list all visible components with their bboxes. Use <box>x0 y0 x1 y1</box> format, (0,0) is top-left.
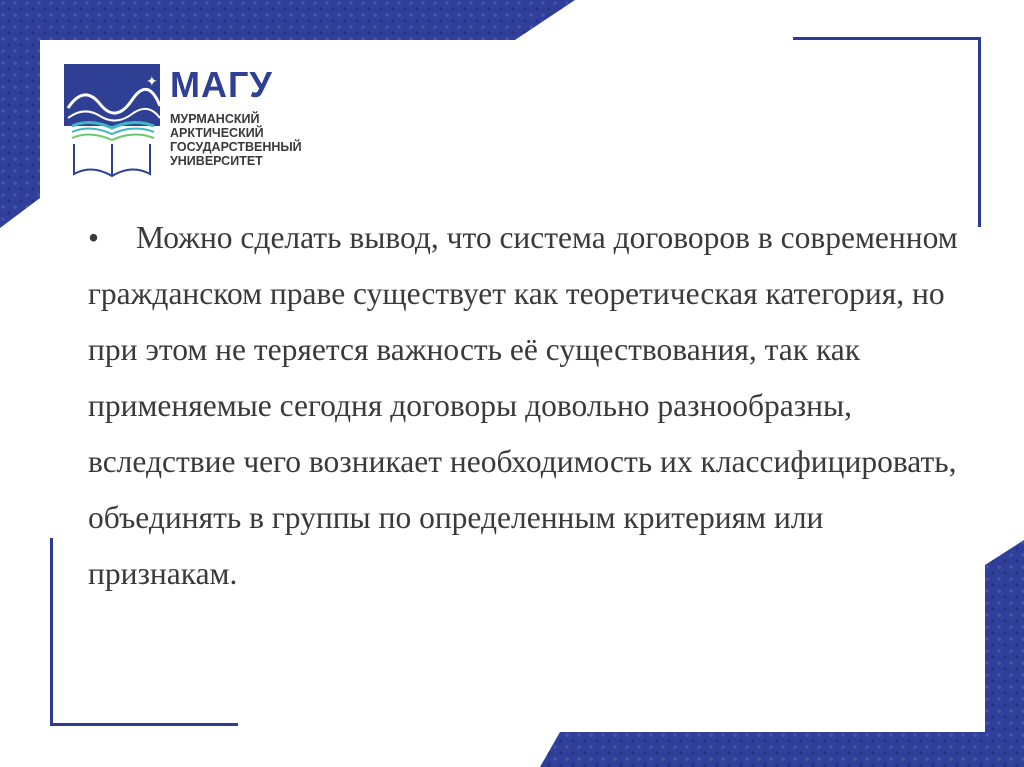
logo-emblem-icon <box>64 64 160 182</box>
frame-line-bottom <box>50 723 238 726</box>
svg-text:✦: ✦ <box>146 74 158 90</box>
frame-line-right <box>978 37 981 227</box>
frame-line-top <box>793 37 981 40</box>
slide-paragraph <box>88 210 968 602</box>
logo-line-2: АРКТИЧЕСКИЙ <box>170 126 264 140</box>
university-logo <box>64 64 314 184</box>
slide-text: Можно сделать вывод, что система договоров в современном гражданском праве существует как теоретическая категория, но при этом не теряется важность её существования, так как применяемые сегодня договоры довольно разнообразны, вследствие чего возникает необходимость их классифицировать, объединять в группы по определенным критериям или признакам. <box>88 220 958 591</box>
frame-line-left <box>50 538 53 726</box>
logo-line-1: МУРМАНСКИЙ <box>170 112 260 126</box>
logo-abbr: МАГУ <box>170 64 273 105</box>
logo-line-3: ГОСУДАРСТВЕННЫЙ <box>170 140 302 154</box>
bullet-marker: • <box>88 220 100 255</box>
logo-line-4: УНИВЕРСИТЕТ <box>170 154 263 168</box>
